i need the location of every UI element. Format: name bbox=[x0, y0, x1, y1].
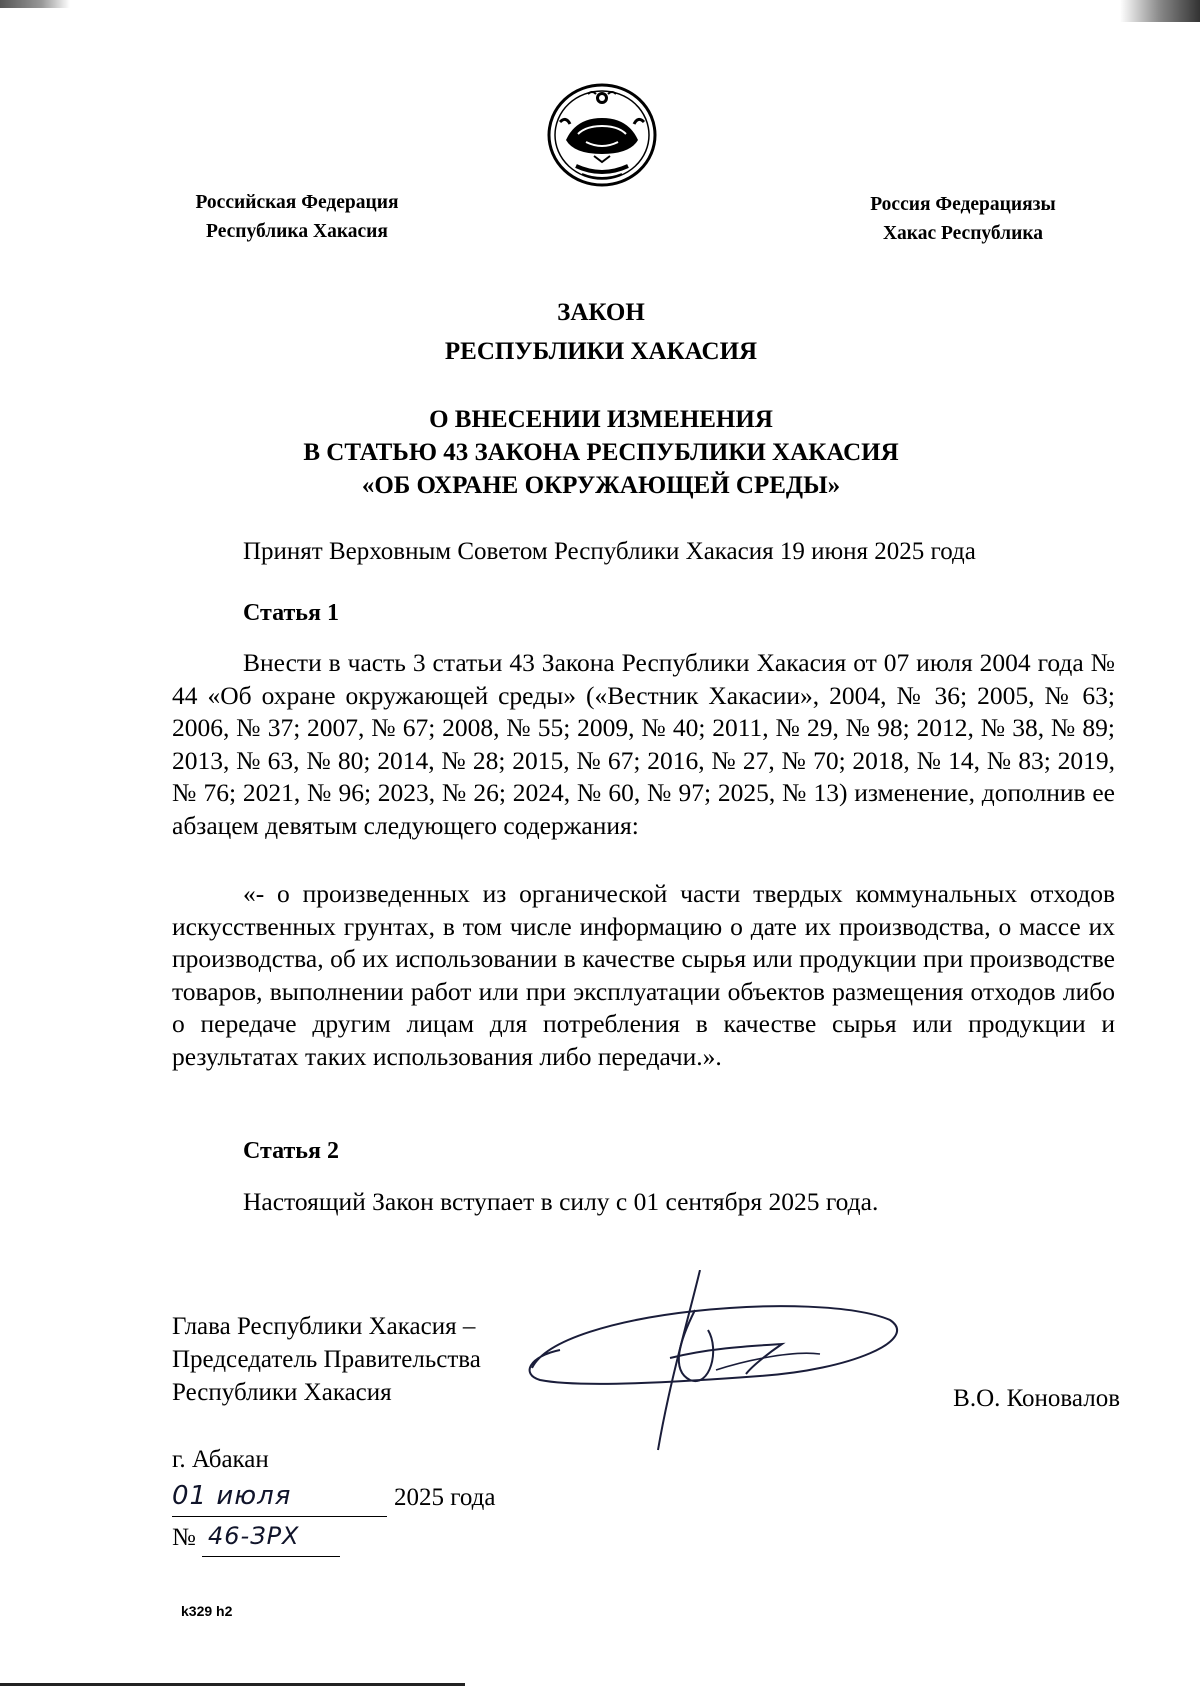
coat-of-arms-khakassia-icon bbox=[546, 82, 658, 188]
title-line1: ЗАКОН bbox=[557, 299, 645, 326]
header-right bbox=[838, 190, 1088, 248]
article-1-quote bbox=[172, 878, 1115, 1073]
header-left bbox=[166, 188, 428, 246]
document-title bbox=[300, 293, 902, 371]
article-1-quote-paragraph: «- о произведенных из органической части твердых коммунальных отходов искусственных грунтах, в том числе информацию о дате их производства, о массе их производства, об их использовании в качестве сырья или продукции при производстве товаров, выполнении работ или при эксплуатации объектов размещения отходов либо о передаче другим лицам для потребления в качестве сырья или продукции и результатах таких использования либо передачи.». bbox=[172, 879, 1115, 1071]
article-1-paragraph: Внести в часть 3 статьи 43 Закона Республики Хакасия от 07 июля 2004 года № 44 «Об охране окружающей среды» («Вестник Хакасии», 2004, № 36; 2005, № 63; 2006, № 37; 2007, № 67; 2008, № 55; 2009, № 40; 2011, № 29, № 98; 2012, № 38, № 89; 2013, № 63, № 80; 2014, № 28; 2015, № 67; 2016, № 27, № 70; 2018, № 14, № 83; 2019, № 76; 2021, № 96; 2023, № 26; 2024, № 60, № 97; 2025, № 13) изменение, дополнив ее абзацем девятым следующего содержания: bbox=[172, 648, 1115, 840]
document-code: k329 h2 bbox=[181, 1603, 233, 1619]
law-subject bbox=[230, 403, 972, 502]
scan-artifact-top-left bbox=[0, 0, 70, 8]
article-1-heading: Статья 1 bbox=[243, 600, 339, 626]
scan-artifact-top-right bbox=[1120, 0, 1200, 22]
handwritten-number: 46-ЗРХ bbox=[208, 1522, 300, 1550]
header-left-line2: Республика Хакасия bbox=[206, 221, 388, 242]
subject-line1: О ВНЕСЕНИИ ИЗМЕНЕНИЯ bbox=[429, 406, 773, 433]
handwritten-date: 01 июля bbox=[172, 1481, 292, 1511]
signatory-name: В.О. Коновалов bbox=[953, 1385, 1120, 1412]
date-year: 2025 года bbox=[394, 1484, 496, 1511]
subject-line2: В СТАТЬЮ 43 ЗАКОНА РЕСПУБЛИКИ ХАКАСИЯ bbox=[303, 439, 899, 466]
header-right-line1: Россия Федерациязы bbox=[870, 194, 1056, 215]
signatory-title bbox=[172, 1310, 532, 1409]
signatory-title-line1: Глава Республики Хакасия – bbox=[172, 1313, 476, 1340]
article-2-body: Настоящий Закон вступает в силу с 01 сентября 2025 года. bbox=[243, 1187, 879, 1216]
signatory-title-line2: Председатель Правительства bbox=[172, 1346, 481, 1373]
number-underline bbox=[202, 1516, 340, 1557]
handwritten-signature-icon bbox=[520, 1270, 910, 1460]
signing-date bbox=[172, 1476, 532, 1516]
adoption-note: Принят Верховным Советом Республики Хакасия 19 июня 2025 года bbox=[243, 538, 976, 565]
header-right-line2: Хакас Республика bbox=[882, 223, 1044, 244]
number-label: № bbox=[172, 1524, 196, 1551]
signatory-title-line3: Республики Хакасия bbox=[172, 1379, 392, 1406]
article-1-body bbox=[172, 647, 1115, 842]
title-line2: РЕСПУБЛИКИ ХАКАСИЯ bbox=[444, 338, 758, 365]
article-2-heading: Статья 2 bbox=[243, 1138, 339, 1164]
date-underline bbox=[172, 1476, 387, 1517]
subject-line3: «ОБ ОХРАНЕ ОКРУЖАЮЩЕЙ СРЕДЫ» bbox=[361, 472, 841, 499]
place-of-signing: г. Абакан bbox=[172, 1446, 269, 1473]
header-left-line1: Российская Федерация bbox=[195, 192, 399, 213]
law-number bbox=[172, 1516, 372, 1556]
